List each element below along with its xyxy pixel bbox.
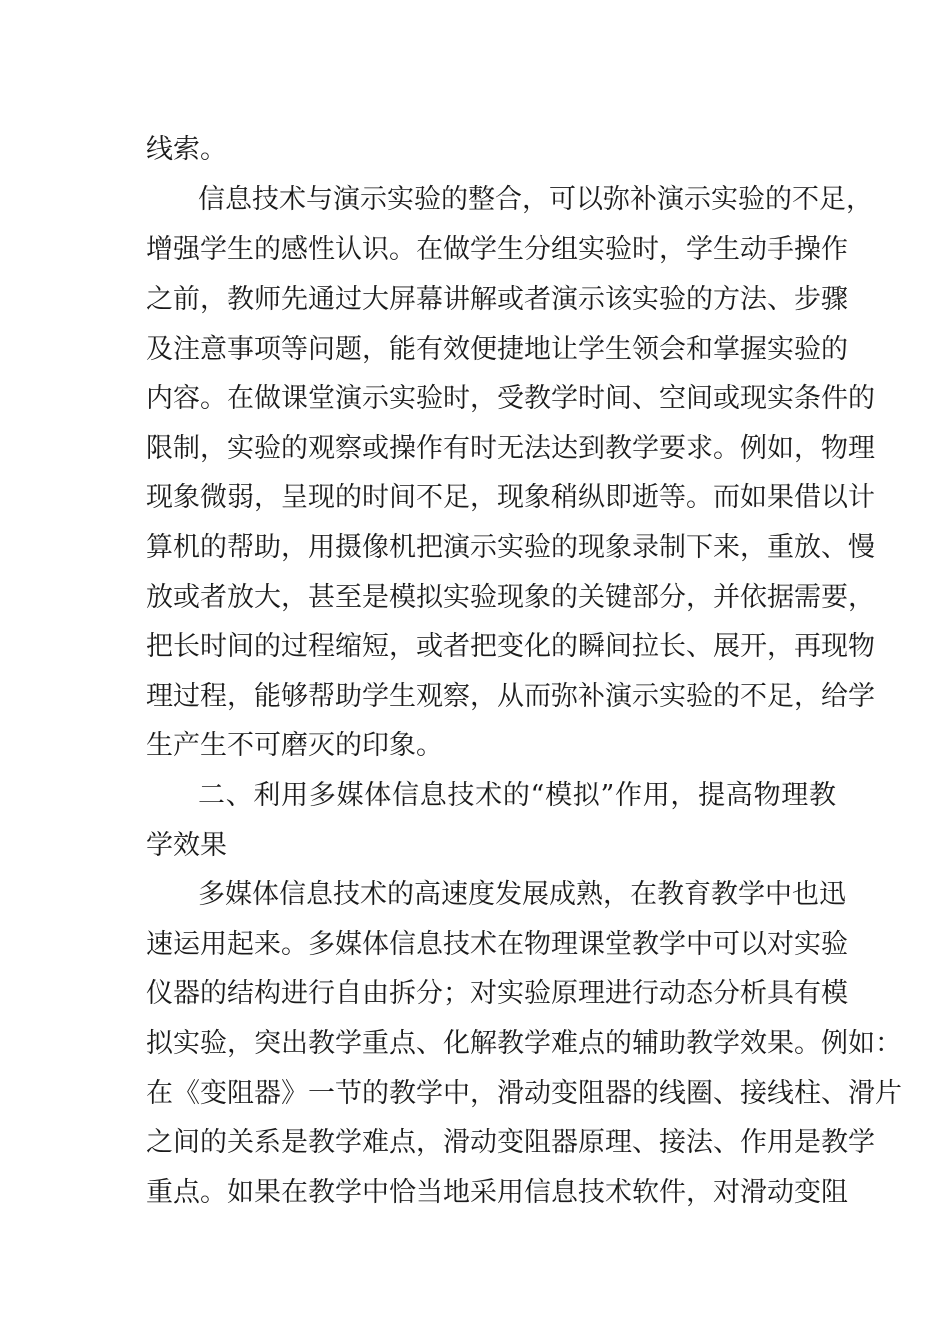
- text-line: 仪器的结构进行自由拆分；对实验原理进行动态分析具有模: [146, 978, 848, 1009]
- text-line: 多媒体信息技术的高速度发展成熟，在教育教学中也迅: [198, 879, 846, 910]
- text-line: 拟实验，突出教学重点、化解教学难点的辅助教学效果。例如：: [146, 1028, 902, 1059]
- text-line: 限制，实验的观察或操作有时无法达到教学要求。例如，物理: [146, 433, 875, 464]
- text-line: 线索。: [146, 134, 227, 165]
- text-line: 理过程，能够帮助学生观察，从而弥补演示实验的不足，给学: [146, 681, 875, 712]
- text-line: 重点。如果在教学中恰当地采用信息技术软件，对滑动变阻: [146, 1177, 848, 1208]
- text-line: 之间的关系是教学难点，滑动变阻器原理、接法、作用是教学: [146, 1127, 875, 1158]
- section-heading-line: 二、利用多媒体信息技术的“模拟”作用，提高物理教: [198, 780, 836, 811]
- section-heading-line: 学效果: [146, 830, 227, 861]
- text-line: 在《变阻器》一节的教学中，滑动变阻器的线圈、接线柱、滑片: [146, 1078, 902, 1109]
- text-line: 现象微弱，呈现的时间不足，现象稍纵即逝等。而如果借以计: [146, 482, 875, 513]
- text-line: 信息技术与演示实验的整合，可以弥补演示实验的不足，: [198, 184, 873, 215]
- text-line: 内容。在做课堂演示实验时，受教学时间、空间或现实条件的: [146, 383, 875, 414]
- text-line: 生产生不可磨灭的印象。: [146, 730, 443, 761]
- text-line: 算机的帮助，用摄像机把演示实验的现象录制下来，重放、慢: [146, 532, 875, 563]
- text-line: 速运用起来。多媒体信息技术在物理课堂教学中可以对实验: [146, 929, 848, 960]
- text-line: 放或者放大，甚至是模拟实验现象的关键部分，并依据需要，: [146, 582, 875, 613]
- text-line: 之前，教师先通过大屏幕讲解或者演示该实验的方法、步骤: [146, 284, 848, 315]
- text-line: 增强学生的感性认识。在做学生分组实验时，学生动手操作: [146, 234, 848, 265]
- text-line: 把长时间的过程缩短，或者把变化的瞬间拉长、展开，再现物: [146, 631, 875, 662]
- text-line: 及注意事项等问题，能有效便捷地让学生领会和掌握实验的: [146, 334, 848, 365]
